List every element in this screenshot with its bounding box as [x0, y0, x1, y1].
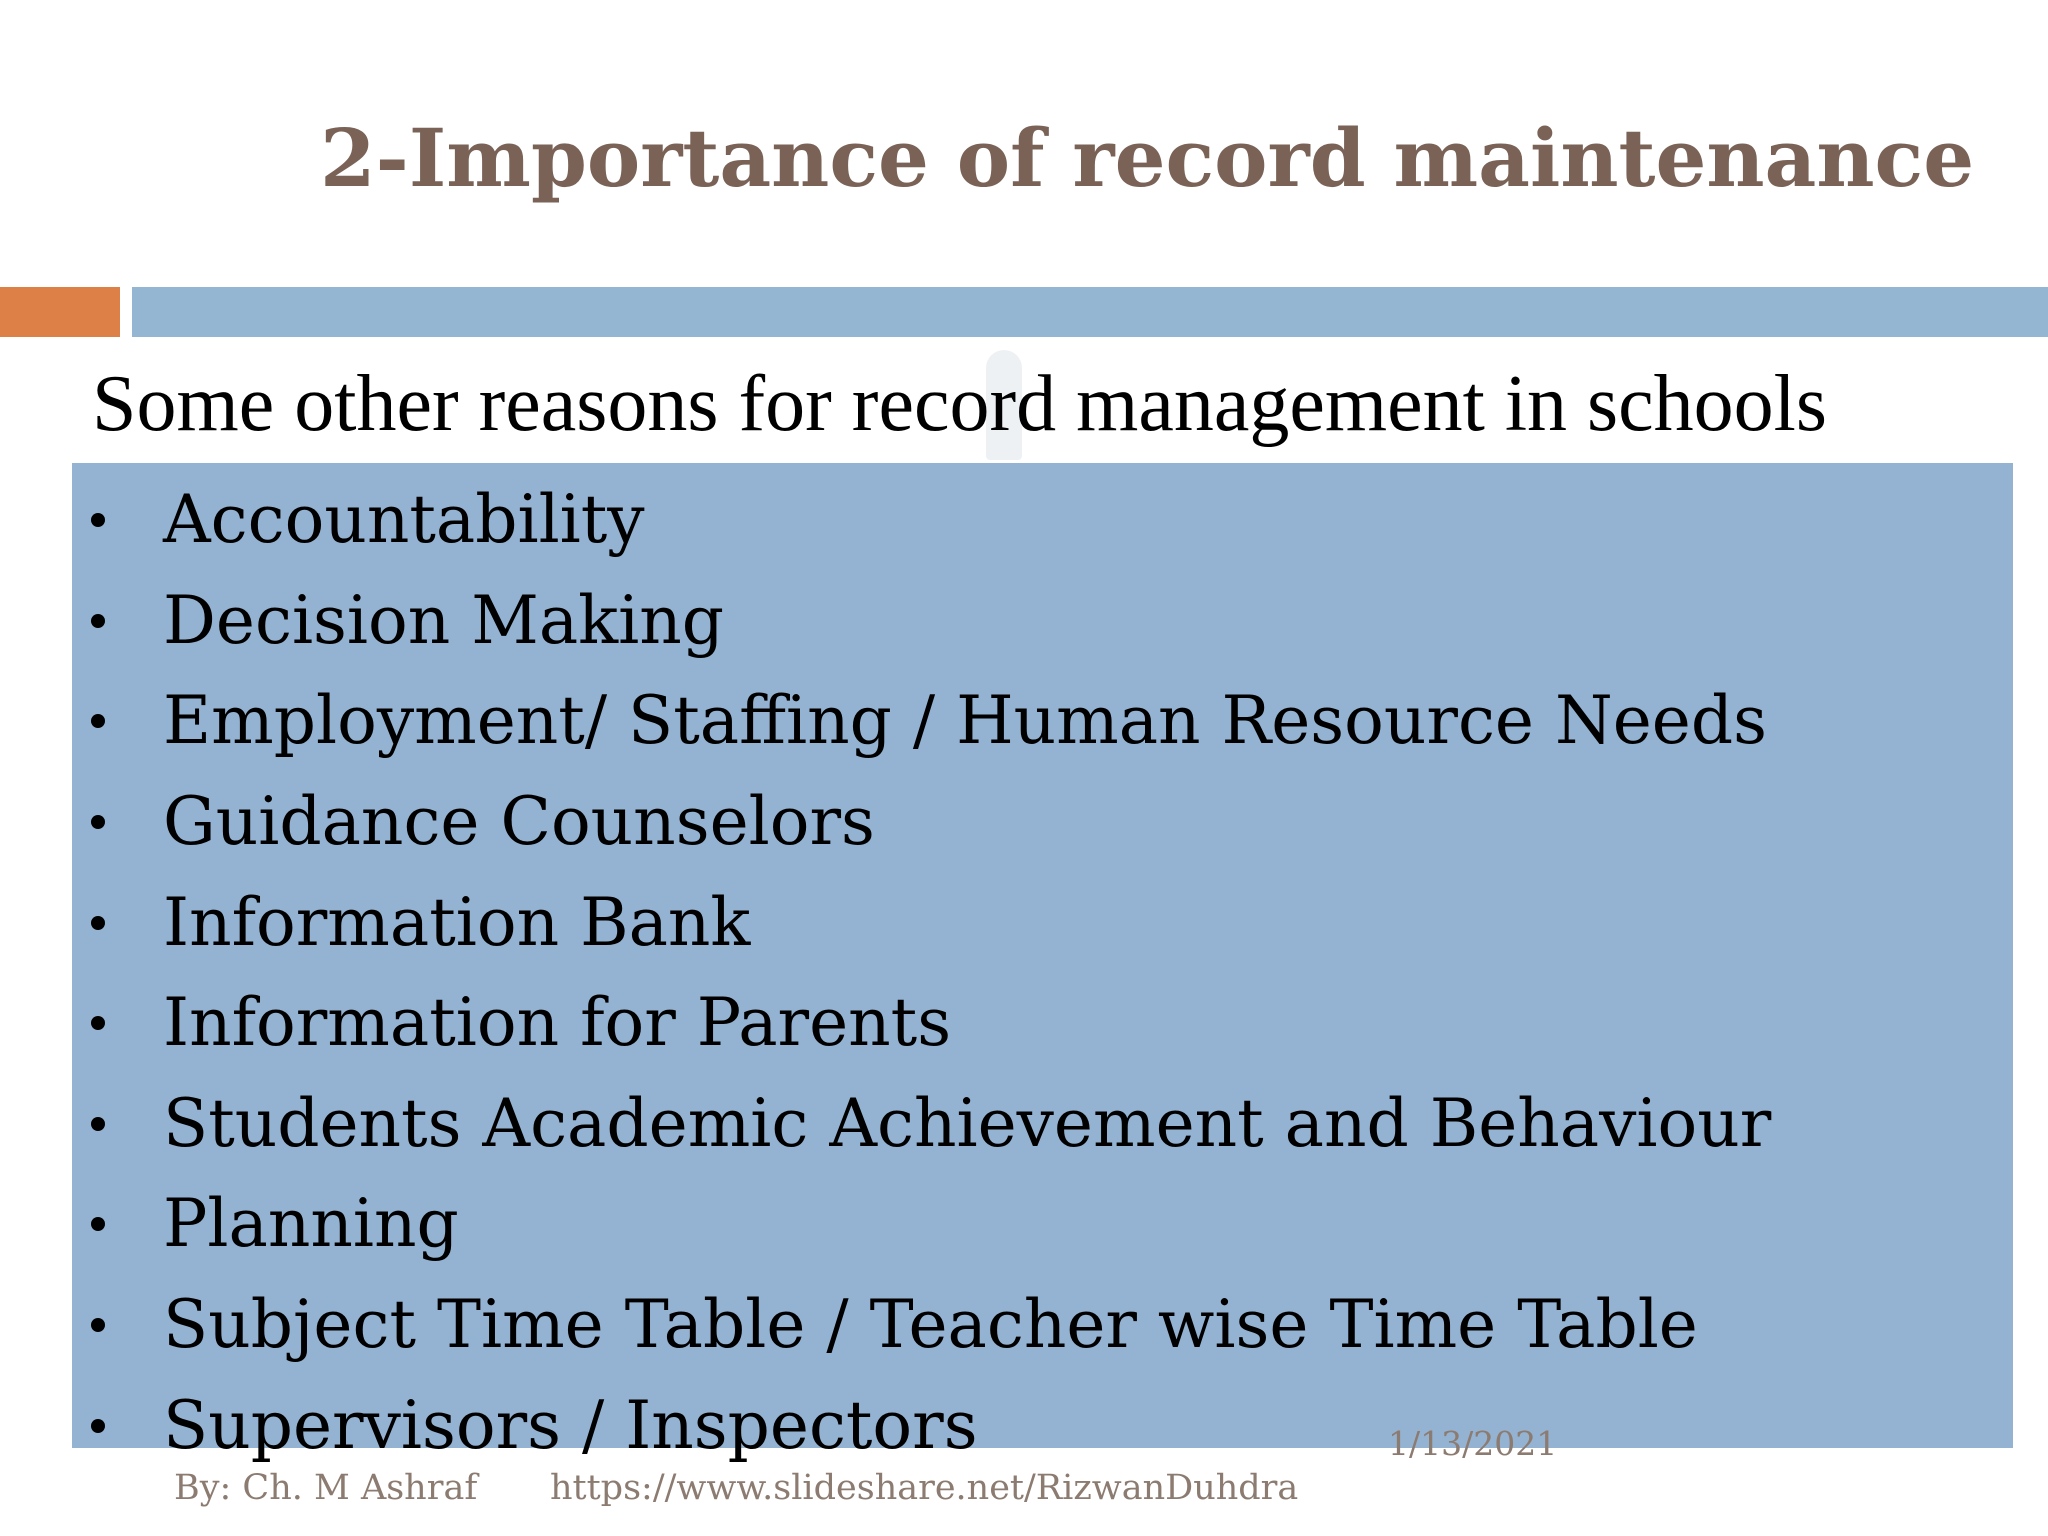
bullet-icon: [91, 1419, 105, 1433]
list-item: [80, 772, 2000, 873]
footer-url: https://www.slideshare.net/RizwanDuhdra: [550, 1468, 1299, 1508]
reason-text: Employment/ Staffing / Human Resource Needs: [163, 682, 1767, 760]
list-item: [80, 1375, 2000, 1476]
list-item: [80, 671, 2000, 772]
reason-text: Information for Parents: [163, 984, 952, 1062]
list-item: [80, 1174, 2000, 1275]
reason-text: Accountability: [163, 481, 645, 559]
reason-text: Supervisors / Inspectors: [163, 1386, 978, 1464]
reason-text: Students Academic Achievement and Behaviour: [163, 1084, 1772, 1162]
accent-bar-blue: [132, 287, 2048, 337]
list-item: [80, 872, 2000, 973]
list-item: [80, 571, 2000, 672]
bullet-icon: [91, 815, 105, 829]
bullet-icon: [91, 1318, 105, 1332]
reason-text: Guidance Counselors: [163, 783, 875, 861]
reason-text: Subject Time Table / Teacher wise Time Table: [163, 1286, 1698, 1364]
bullet-icon: [91, 714, 105, 728]
bullet-icon: [91, 513, 105, 527]
reason-list: [80, 470, 2000, 1476]
bullet-icon: [91, 1217, 105, 1231]
slide-subtitle: Some other reasons for record management in schools: [92, 360, 1828, 448]
reason-text: Planning: [163, 1185, 459, 1263]
reason-text: Decision Making: [163, 581, 725, 659]
list-item: [80, 470, 2000, 571]
slide-title: 2-Importance of record maintenance: [320, 111, 1975, 205]
bullet-icon: [91, 1117, 105, 1131]
list-item: [80, 973, 2000, 1074]
list-item: [80, 1275, 2000, 1376]
bullet-icon: [91, 1016, 105, 1030]
reason-text: Information Bank: [163, 883, 751, 961]
list-item: [80, 1074, 2000, 1175]
accent-bar-orange: [0, 287, 120, 337]
footer-author: By: Ch. M Ashraf: [174, 1468, 478, 1508]
bullet-icon: [91, 614, 105, 628]
bullet-icon: [91, 916, 105, 930]
footer-date: 1/13/2021: [1388, 1424, 1558, 1463]
